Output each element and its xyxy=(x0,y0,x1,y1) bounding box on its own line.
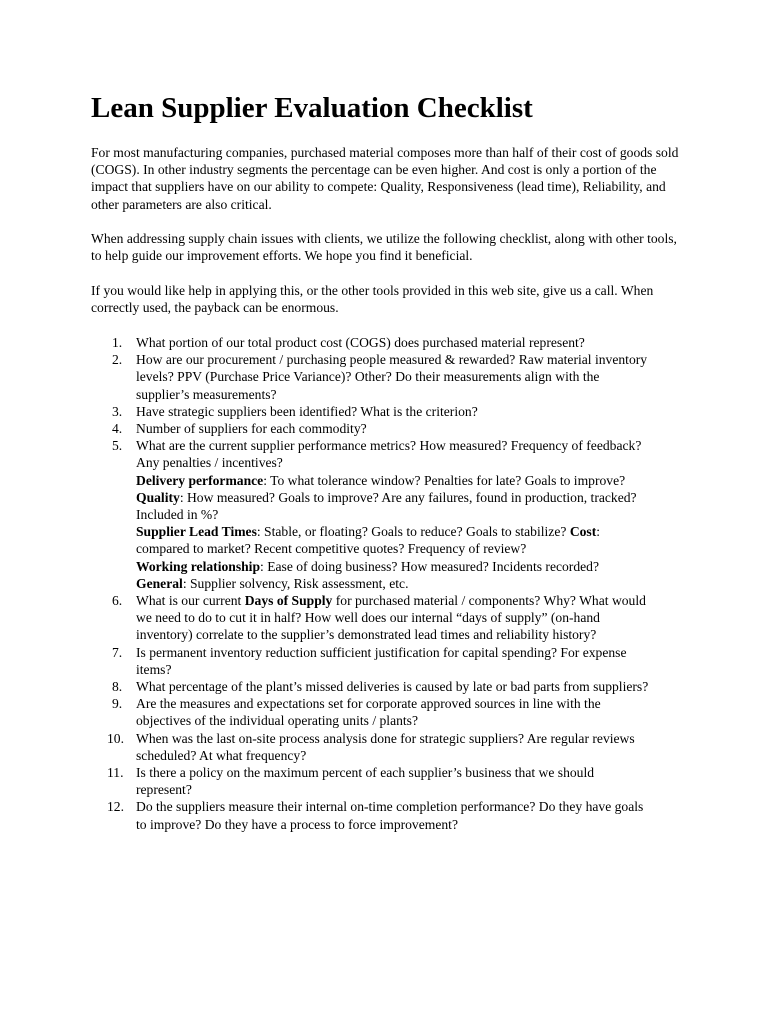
general-line xyxy=(136,575,651,592)
cost-text: : compared to market? Recent competitive quotes? Frequency of review? xyxy=(136,524,601,557)
item-text-post: for purchased material / components? Why? What would we need to do to cut it in half? How well does our internal “days of supply” (on-hand inventory) correlate to the supplier’s demonstrated lead times and reliability history? xyxy=(136,593,646,643)
list-item xyxy=(91,420,651,437)
item-text: What portion of our total product cost (COGS) does purchased material represent? xyxy=(136,335,585,350)
item-number: 12. xyxy=(107,799,124,815)
list-item xyxy=(91,764,651,798)
list-item xyxy=(91,644,651,678)
item-text: When was the last on-site process analysis done for strategic suppliers? Are regular reviews scheduled? At what frequency? xyxy=(136,730,635,763)
list-item xyxy=(91,798,651,832)
quality-text: : How measured? Goals to improve? Are any failures, found in production, tracked? Included in %? xyxy=(136,489,637,523)
contact-paragraph: If you would like help in applying this, or the other tools provided in this web site, give us a call. When correctly used, the payback can be enormous. xyxy=(91,283,654,316)
item-text: What are the current supplier performance metrics? How measured? Frequency of feedback? Any penalties / incentives? xyxy=(136,438,642,471)
delivery-performance-text: : To what tolerance window? Penalties for late? Goals to improve? xyxy=(263,472,626,488)
item-text: What percentage of the plant’s missed deliveries is caused by late or bad parts from suppliers? xyxy=(136,679,649,695)
item-number: 1. xyxy=(112,335,123,350)
item-number: 3. xyxy=(112,403,123,419)
general-label: General xyxy=(136,575,183,591)
working-relationship-line xyxy=(136,558,651,575)
delivery-performance-label: Delivery performance xyxy=(136,472,264,488)
item-number: 7. xyxy=(112,644,123,660)
lead-times-text: : Stable, or floating? Goals to reduce? Goals to stabilize? xyxy=(256,524,570,540)
list-item xyxy=(91,695,651,729)
item-text: Do the suppliers measure their internal on-time completion performance? Do they have goals to improve? Do they have a process to force improvement? xyxy=(136,799,644,832)
general-text: : Supplier solvency, Risk assessment, etc. xyxy=(182,575,409,591)
list-item xyxy=(91,437,651,592)
list-item xyxy=(91,403,651,420)
intro-paragraph: For most manufacturing companies, purchased material composes more than half of their cost of goods sold (COGS). In other industry segments the percentage can be even higher. And cost is only a portion of the impact that suppliers have on our ability to compete: Quality, Responsiveness (lead time), Reliability, and other parameters are also critical. xyxy=(91,145,679,212)
working-relationship-text: : Ease of doing business? How measured? Incidents recorded? xyxy=(260,558,599,574)
item-number: 5. xyxy=(112,438,123,454)
item-text: Is there a policy on the maximum percent of each supplier’s business that we should represent? xyxy=(136,765,595,798)
cost-label: Cost xyxy=(569,524,597,540)
days-of-supply-label: Days of Supply xyxy=(244,593,333,609)
list-item xyxy=(91,730,651,764)
lead-times-label: Supplier Lead Times xyxy=(136,524,257,540)
item-number: 10. xyxy=(107,730,124,746)
list-item xyxy=(91,678,651,695)
item-text: How are our procurement / purchasing people measured & rewarded? Raw material inventory levels? PPV (Purchase Price Variance)? Other? Do their measurements align with the supplier’s measurements? xyxy=(136,352,648,402)
item-number: 8. xyxy=(112,679,123,695)
item-number: 6. xyxy=(112,593,123,609)
delivery-performance-line xyxy=(136,472,651,489)
quality-line xyxy=(136,489,651,523)
item-text: Is permanent inventory reduction sufficient justification for capital spending? For expense items? xyxy=(136,644,627,677)
list-item xyxy=(91,334,651,351)
checklist xyxy=(91,334,651,833)
list-item xyxy=(91,592,651,644)
item-number: 2. xyxy=(112,352,123,368)
lead-times-line xyxy=(136,523,651,557)
item-text: Are the measures and expectations set for corporate approved sources in line with the objectives of the individual operating units / plants? xyxy=(136,696,601,729)
item-number: 4. xyxy=(112,421,123,437)
item-number: 9. xyxy=(112,696,123,712)
quality-label: Quality xyxy=(136,489,180,505)
item-text: Have strategic suppliers been identified? What is the criterion? xyxy=(136,403,478,419)
working-relationship-label: Working relationship xyxy=(136,558,261,574)
item-text: Number of suppliers for each commodity? xyxy=(136,421,367,437)
list-item xyxy=(91,351,651,403)
approach-paragraph: When addressing supply chain issues with clients, we utilize the following checklist, along with other tools, to help guide our improvement efforts. We hope you find it beneficial. xyxy=(91,231,677,264)
item-text-pre: What is our current xyxy=(136,593,245,609)
item-number: 11. xyxy=(107,765,124,781)
page-title: Lean Supplier Evaluation Checklist xyxy=(91,92,533,124)
